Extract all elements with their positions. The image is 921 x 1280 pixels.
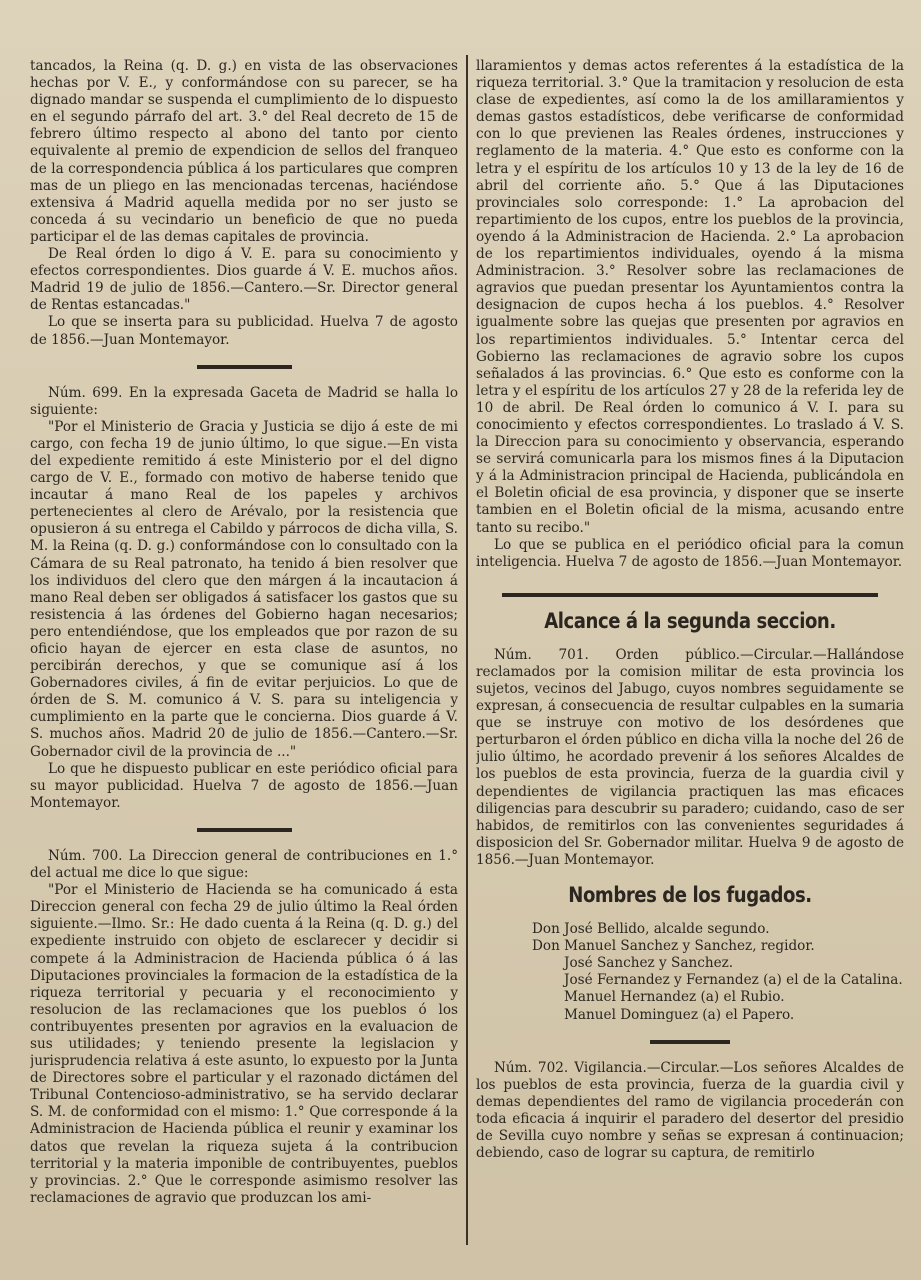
section-separator-double — [502, 593, 878, 597]
fugitive-name: Manuel Hernandez (a) el Rubio. — [564, 989, 785, 1006]
left-column — [30, 58, 458, 1248]
fugitives-list — [476, 921, 904, 1024]
notice-701-body: Núm. 701. Orden público.—Circular.—Hallándose reclamados por la comision militar de esta provincia los sujetos, vecinos del Jabugo, cuyos nombres seguidamente se expresan, á consecuencia de resultar culpables en la sumaria que se instruye con motivo de los desórdenes que perturbaron el órden público en dicha villa la noche del 26 de julio último, he acordado prevenir á los señores Alcaldes de los pueblos de esta provincia, fuerza de la guardia civil y dependientes de vigilancia practiquen las mas eficaces diligencias para descubrir su paradero; cuidando, caso de ser habidos, de remitirlos con las convenientes seguridades á disposicion del Sr. Gobernador militar. Huelva 9 de agosto de 1856.—Juan Montemayor. — [476, 646, 904, 868]
fugitive-name: José Sanchez y Sanchez. — [564, 955, 734, 972]
notice-700-continuation: llaramientos y demas actos referentes á la estadística de la riqueza territorial. 3.° Que la tramitacion y resolucion de esta clase de expedientes, así como la de los amillaramientos y demas gastos estadísticos, debe verificarse de conformidad con lo que previenen las Reales órdenes, instrucciones y reglamento de la materia. 4.° Que esto es conforme con la letra y el espíritu de los artículos 10 y 13 de la ley de 16 de abril del corriente año. 5.° Que á las Diputaciones provinciales solo corresponde: 1.° La aprobacion del repartimiento de los cupos, entre los pueblos de la provincia, oyendo á la Administracion de Hacienda. 2.° La aprobacion de los repartimientos individuales, oyendo á la misma Administracion. 3.° Resolver sobre las reclamaciones de agravios que puedan presentar los Ayuntamientos contra la designacion de cupos hecha á los pueblos. 4.° Resolver igualmente sobre las quejas que presenten por agravios en los repartimientos individuales. 5.° Intentar cerca del Gobierno las reclamaciones de agravio sobre los cupos señalados á las provincias. 6.° Que esto es conforme con la letra y el espíritu de los artículos 27 y 28 de la referida ley de 10 de abril. De Real órden lo comunico á V. I. para su conocimiento y efectos correspondientes. Lo traslado á V. S. la Direccion para su conocimiento y observancia, esperando se servirá comunicarla para los mismos fines á la Diputacion y á la Administracion principal de Hacienda, publicándola en el Boletin oficial de esa provincia, y disponer que se inserte tambien en el Boletin oficial de la misma, acusando entre tanto su recibo." — [476, 58, 904, 536]
notice-699-closing: Lo que he dispuesto publicar en este periódico oficial para su mayor publicidad. Huelva 7 de agosto de 1856.—Juan Montemayor. — [30, 760, 458, 811]
fugitive-name: Don José Bellido, alcalde segundo. — [532, 921, 770, 938]
notice-699-heading: Núm. 699. En la expresada Gaceta de Madrid se halla lo siguiente: — [30, 384, 458, 418]
section-separator — [650, 1040, 730, 1044]
continuation-publication: Lo que se inserta para su publicidad. Huelva 7 de agosto de 1856.—Juan Montemayor. — [30, 314, 458, 348]
notice-702-body: Núm. 702. Vigilancia.—Circular.—Los señores Alcaldes de los pueblos de esta provincia, fuerza de la guardia civil y demas dependientes del ramo de vigilancia procederán con toda eficacia á inquirir el paradero del desertor del presidio de Sevilla cuyo nombre y señas se expresan á continuacion; debiendo, caso de lograr su captura, de remitirlo — [476, 1059, 904, 1162]
continuation-closing: De Real órden lo digo á V. E. para su conocimiento y efectos correspondientes. Dios guarde á V. E. muchos años. Madrid 19 de julio de 1856.—Cantero.—Sr. Director general de Rentas estancadas." — [30, 246, 458, 314]
notice-700-body: "Por el Ministerio de Hacienda se ha comunicado á esta Direccion general con fecha 29 de julio último la Real órden siguiente.—Ilmo. Sr.: He dado cuenta á la Reina (q. D. g.) del expediente instruido con objeto de esclarecer y decidir si compete á la Administracion de Hacienda pública ó á las Diputaciones provinciales la formacion de la estadística de la riqueza territorial y pecuaria y el reconocimiento y resolucion de las reclamaciones que los pueblos ó los contribuyentes presenten por agravios en la evaluacion de sus utilidades; y teniendo presente la legislacion y jurisprudencia relativa á este asunto, lo expuesto por la Junta de Directores sobre el particular y el razonado dictámen del Tribunal Contencioso-administrativo, se ha servido declarar S. M. de conformidad con el mismo: 1.° Que corresponde á la Administracion de Hacienda pública el reunir y examinar los datos que revelan la riqueza sujeta á la contribucion territorial y la materia imponible de contribuyentes, pueblos y provincias. 2.° Que le corresponde asimismo resolver las reclamaciones de agravio que produzcan los ami- — [30, 882, 458, 1206]
column-divider — [466, 55, 468, 1245]
notice-699-body: "Por el Ministerio de Gracia y Justicia se dijo á este de mi cargo, con fecha 19 de junio último, lo que sigue.—En vista del expediente remitido á este Ministerio por el del digno cargo de V. E., formado con motivo de haberse tenido que incautar á mano Real de los papeles y archivos pertenecientes al clero de Arévalo, por la resistencia que opusieron á su entrega el Cabildo y párrocos de dicha villa, S. M. la Reina (q. D. g.) conformándose con lo consultado con la Cámara de su Real patronato, ha tenido á bien resolver que los individuos del clero que den márgen á la incautacion á mano Real deben ser obligados á satisfacer los gastos que su resistencia á las órdenes del Gobierno hagan necesarios; pero entendiéndose, que los empleados que por razon de su oficio hayan de ejercer en esta clase de asuntos, no percibirán derechos, y que se comunique así á los Gobernadores civiles, á fin de evitar perjuicios. Lo que de órden de S. M. comunico á V. S. para su inteligencia y cumplimiento en la parte que le concierna. Dios guarde á V. S. muchos años. Madrid 20 de julio de 1856.—Cantero.—Sr. Gobernador civil de la provincia de ..." — [30, 418, 458, 760]
fugitive-name: Don Manuel Sanchez y Sanchez, regidor. — [532, 938, 815, 955]
notice-700-closing: Lo que se publica en el periódico oficial para la comun inteligencia. Huelva 7 de agosto de 1856.—Juan Montemayor. — [476, 536, 904, 570]
fugitive-name: José Fernandez y Fernandez (a) el de la Catalina. — [564, 972, 903, 989]
section-separator — [197, 828, 292, 832]
section-title: Alcance á la segunda seccion. — [544, 608, 836, 633]
fugitive-name: Manuel Dominguez (a) el Papero. — [564, 1006, 795, 1023]
continuation-text: tancados, la Reina (q. D. g.) en vista de las observaciones hechas por V. E., y conformándose con su parecer, se ha dignado mandar se suspenda el cumplimiento de lo dispuesto en el segundo párrafo del art. 3.° del Real decreto de 15 de febrero último respecto al abono del tanto por ciento equivalente al premio de expendicion de sellos del franqueo de la correspondencia pública á los particulares que compren mas de un pliego en las mencionadas tercenas, haciéndose extensiva á Madrid aquella medida por no ser justo se conceda á su vecindario un beneficio de que no pueda participar el de las demas capitales de provincia. — [30, 58, 458, 245]
notice-700-heading: Núm. 700. La Direccion general de contribuciones en 1.° del actual me dice lo que sigue: — [30, 847, 458, 882]
fugitives-title: Nombres de los fugados. — [568, 883, 812, 908]
section-separator — [197, 365, 292, 369]
right-column — [476, 58, 904, 1248]
